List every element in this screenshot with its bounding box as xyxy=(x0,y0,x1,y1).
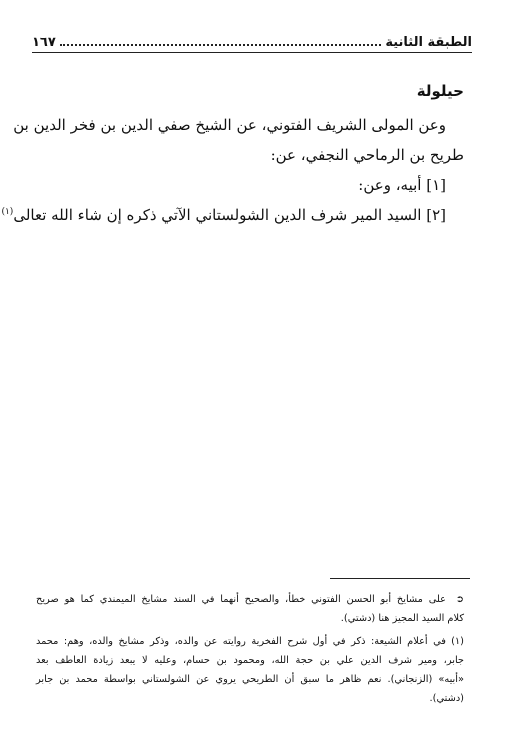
header-dot-leader xyxy=(60,43,382,46)
footnote-rule xyxy=(330,578,470,579)
body-line: وعن المولى الشريف الفتوني، عن الشيخ صفي الدين بن فخر الدين بن xyxy=(13,116,446,134)
footnote-unnumbered xyxy=(36,590,464,628)
header-title: الطبقة الثانية xyxy=(385,35,472,50)
footnote-line: جابر، ومير شرف الدين علي بن حجة الله، ومحمود بن حسام، وعليه لا يبعد زيادة العاطف بعد xyxy=(36,655,464,666)
body-line-text: [٢] السيد المير شرف الدين الشولستاني الآتي ذكره إن شاء الله تعالى xyxy=(13,206,446,224)
footnote-line xyxy=(36,632,464,651)
body-line: طريح بن الرماحي النجفي، عن: xyxy=(270,146,464,164)
footnotes xyxy=(36,590,464,712)
running-header xyxy=(32,28,472,50)
footnote-line: كلام السيد المجيز هنا (دشتي). xyxy=(340,613,464,624)
section-title: حيلولة xyxy=(416,82,464,100)
body-line: [١] أبيه، وعن: xyxy=(358,176,446,194)
footnote-line-text: على مشايخ أبو الحسن الفتوني خطأ، والصحيح أنهما في السند مشايخ الميمندي كما هو صريح xyxy=(36,594,446,605)
footnote-number: (١) xyxy=(451,636,464,647)
body-text xyxy=(1,110,464,230)
body-line xyxy=(1,200,464,230)
header-rule xyxy=(32,52,472,53)
footnote-line-text: في أعلام الشيعة: ذكر في أول شرح الفخرية روايته عن والده، وذكر مشايخ والده، وهم: محمد xyxy=(36,636,446,647)
footnote-reference: (١) xyxy=(1,207,14,217)
footnote-line: (دشتي). xyxy=(429,693,464,704)
footnote-line: «أبيه» (الزنجاني). نعم ظاهر ما سبق أن الطريحي يروي عن الشولستاني بواسطة محمد بن جابر xyxy=(36,674,464,685)
footnote-1 xyxy=(36,632,464,708)
footnote-line xyxy=(36,590,464,609)
page-number: ١٦٧ xyxy=(32,35,56,50)
continuation-arrow-icon: ➲ xyxy=(455,594,464,605)
